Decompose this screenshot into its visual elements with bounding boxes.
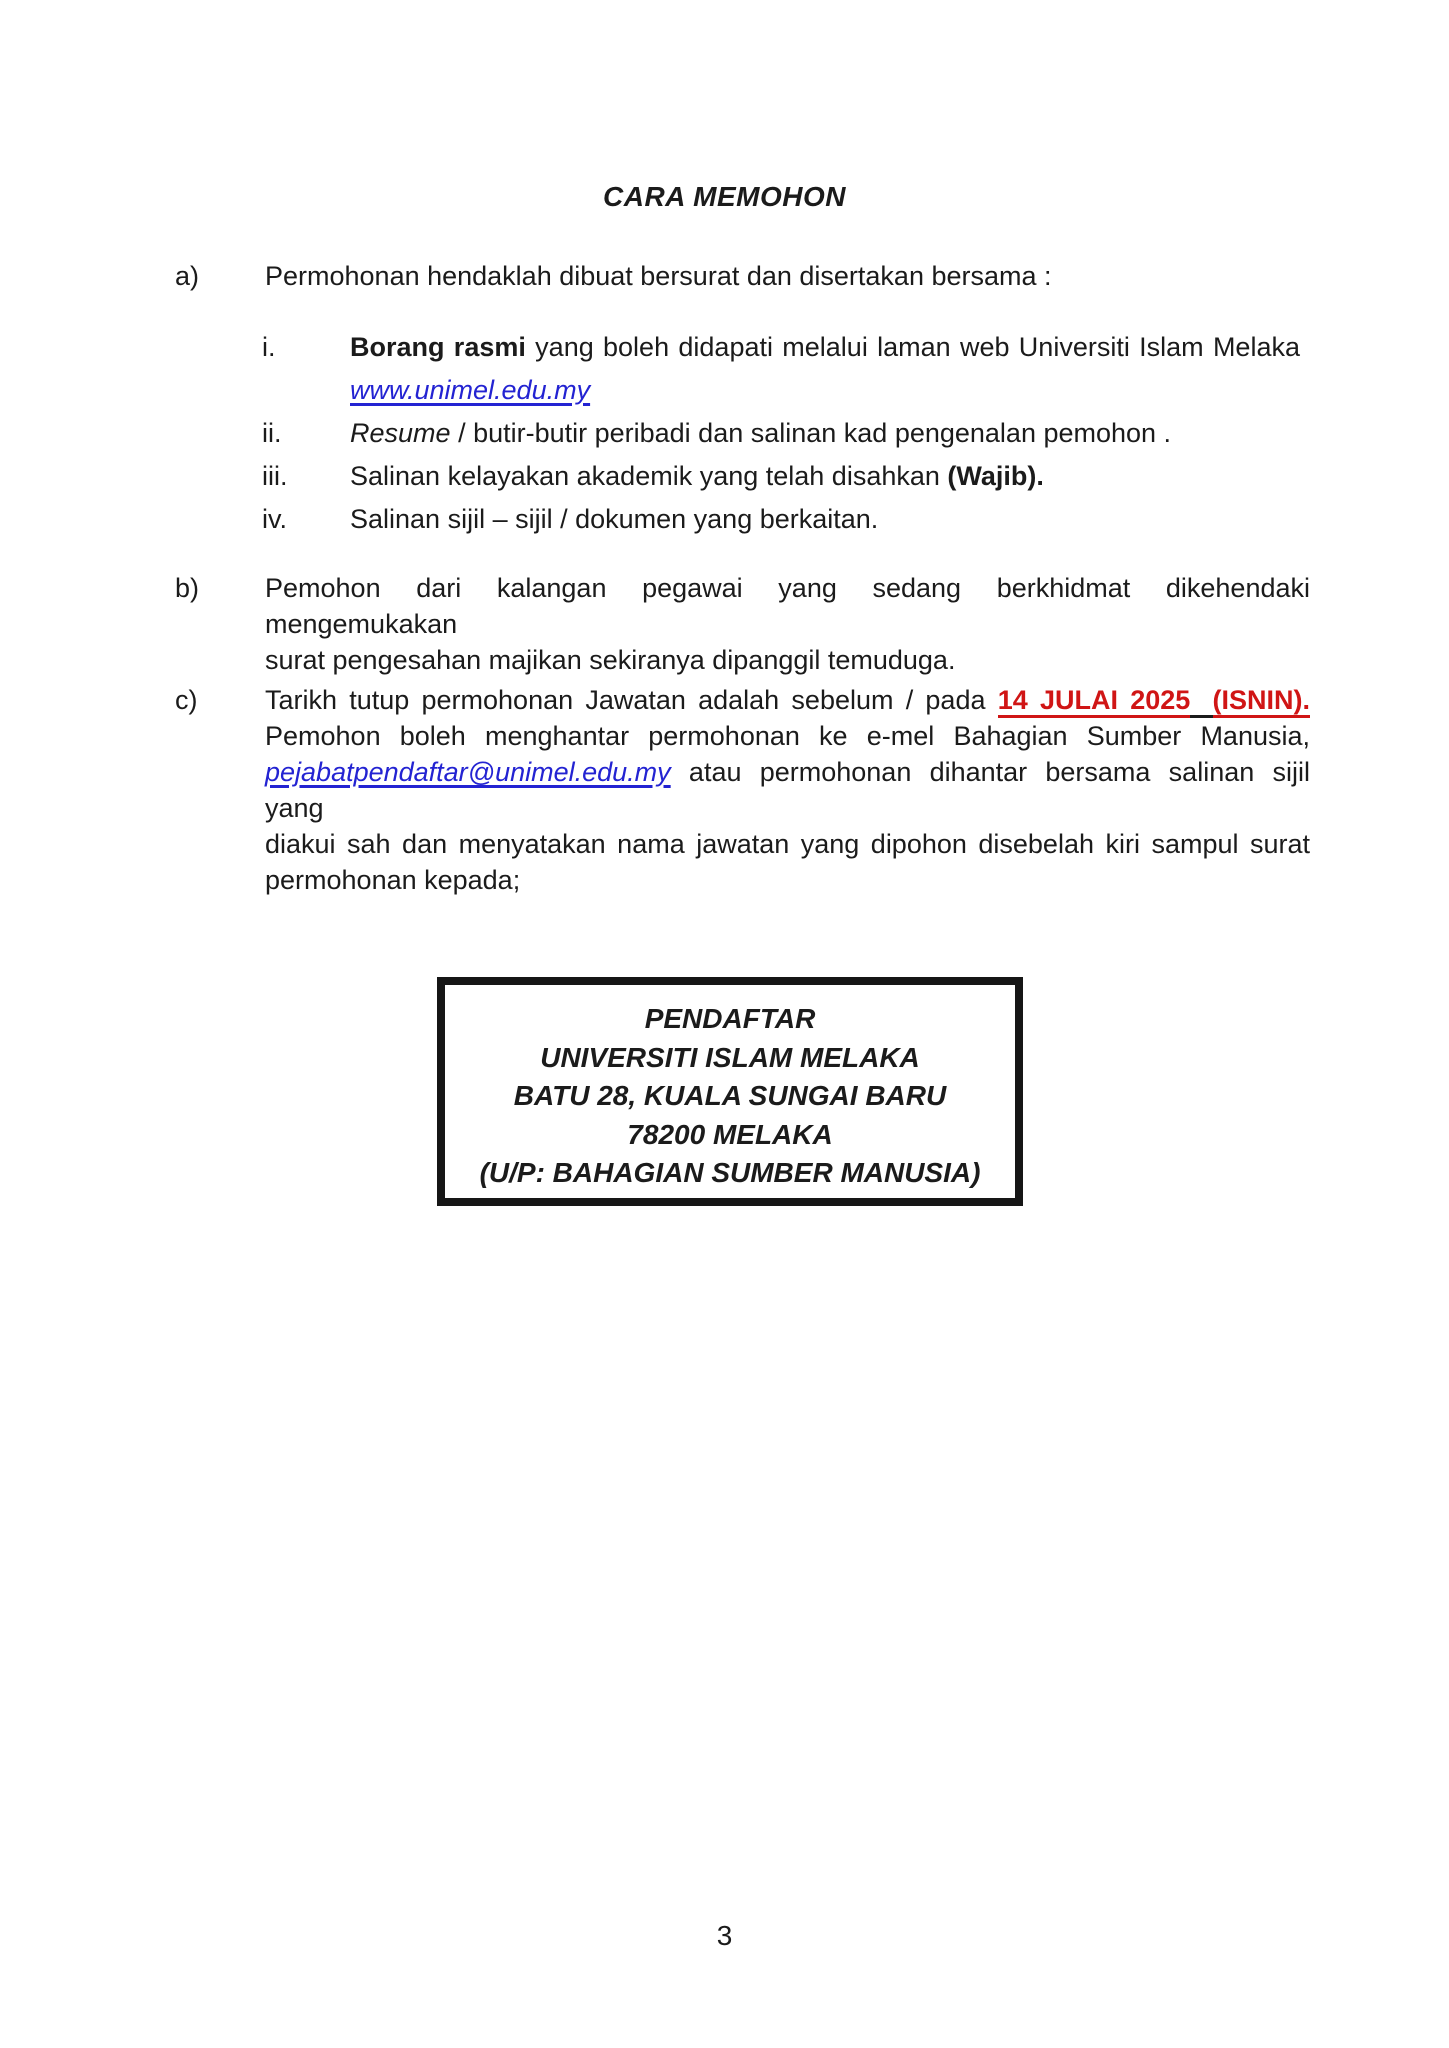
sub-item-ii-label: ii. bbox=[262, 418, 282, 448]
website-link[interactable]: www.unimel.edu.my bbox=[350, 375, 591, 405]
deadline-date: 14 JULAI 2025 bbox=[998, 685, 1191, 718]
sub-item-iii-line bbox=[350, 455, 1300, 498]
item-c-line2: Pemohon boleh menghantar permohonan ke e-mel Bahagian Sumber Manusia, bbox=[265, 721, 1310, 751]
sub-item-i-text bbox=[350, 326, 1300, 412]
sub-item-i-text-run: yang boleh didapati melalui laman web Universiti Islam Melaka bbox=[535, 332, 1300, 362]
deadline-gap-underscore bbox=[1190, 685, 1212, 718]
item-c-line3 bbox=[265, 754, 1310, 826]
address-line-attention: (U/P: BAHAGIAN SUMBER MANUSIA) bbox=[479, 1157, 981, 1188]
item-b-text bbox=[265, 570, 1310, 678]
item-c-line3-text-run: atau permohonan dihantar bersama salinan sijil yang bbox=[265, 757, 1310, 823]
sub-item-i-line2 bbox=[350, 369, 1300, 412]
email-link[interactable]: pejabatpendaftar@unimel.edu.my bbox=[265, 757, 671, 787]
sub-item-ii-text bbox=[350, 412, 1300, 455]
borang-rasmi-bold-run: Borang rasmi bbox=[350, 332, 526, 362]
item-c-line5: permohonan kepada; bbox=[265, 865, 521, 895]
sub-item-iii-label: iii. bbox=[262, 461, 288, 491]
page-number: 3 bbox=[716, 1920, 733, 1951]
item-b-label: b) bbox=[175, 573, 200, 603]
sub-item-iv-line: Salinan sijil – sijil / dokumen yang berkaitan. bbox=[350, 504, 879, 534]
address-line-university: UNIVERSITI ISLAM MELAKA bbox=[540, 1041, 920, 1073]
resume-italic-run: Resume bbox=[350, 418, 451, 448]
address-line-postcode: 78200 MELAKA bbox=[627, 1118, 833, 1150]
item-b-line1: Pemohon dari kalangan pegawai yang sedang berkhidmat dikehendaki mengemukakan bbox=[265, 573, 1310, 639]
item-a-text bbox=[265, 255, 1310, 298]
sub-item-ii-text-run: / butir-butir peribadi dan salinan kad pengenalan pemohon . bbox=[458, 418, 1172, 448]
address-line-street: BATU 28, KUALA SUNGAI BARU bbox=[513, 1080, 947, 1111]
item-c-line1-prefix-run: Tarikh tutup permohonan Jawatan adalah sebelum / pada bbox=[265, 685, 986, 715]
document-title: CARA MEMOHON bbox=[603, 181, 846, 212]
sub-item-iv-text bbox=[350, 498, 1300, 541]
item-b-line2: surat pengesahan majikan sekiranya dipanggil temuduga. bbox=[265, 645, 956, 675]
item-c-line1 bbox=[265, 682, 1310, 718]
item-c-text bbox=[265, 682, 1310, 898]
item-c-label: c) bbox=[175, 685, 198, 715]
address-line-pendaftar: PENDAFTAR bbox=[644, 1003, 816, 1034]
sub-item-i-label: i. bbox=[262, 332, 276, 362]
sub-item-iii-text-run: Salinan kelayakan akademik yang telah disahkan bbox=[350, 461, 940, 491]
wajib-bold-run: (Wajib). bbox=[947, 461, 1044, 491]
sub-item-ii-line bbox=[350, 412, 1300, 455]
address-box bbox=[437, 977, 1023, 1206]
sub-item-iii-text bbox=[350, 455, 1300, 498]
sub-item-i-line1 bbox=[350, 326, 1300, 369]
item-a-label: a) bbox=[175, 261, 200, 291]
item-c-line4: diakui sah dan menyatakan nama jawatan yang dipohon disebelah kiri sampul surat bbox=[265, 829, 1310, 859]
deadline-day: (ISNIN). bbox=[1213, 685, 1311, 718]
item-a-line: Permohonan hendaklah dibuat bersurat dan disertakan bersama : bbox=[265, 261, 1052, 291]
sub-item-iv-label: iv. bbox=[262, 504, 287, 534]
